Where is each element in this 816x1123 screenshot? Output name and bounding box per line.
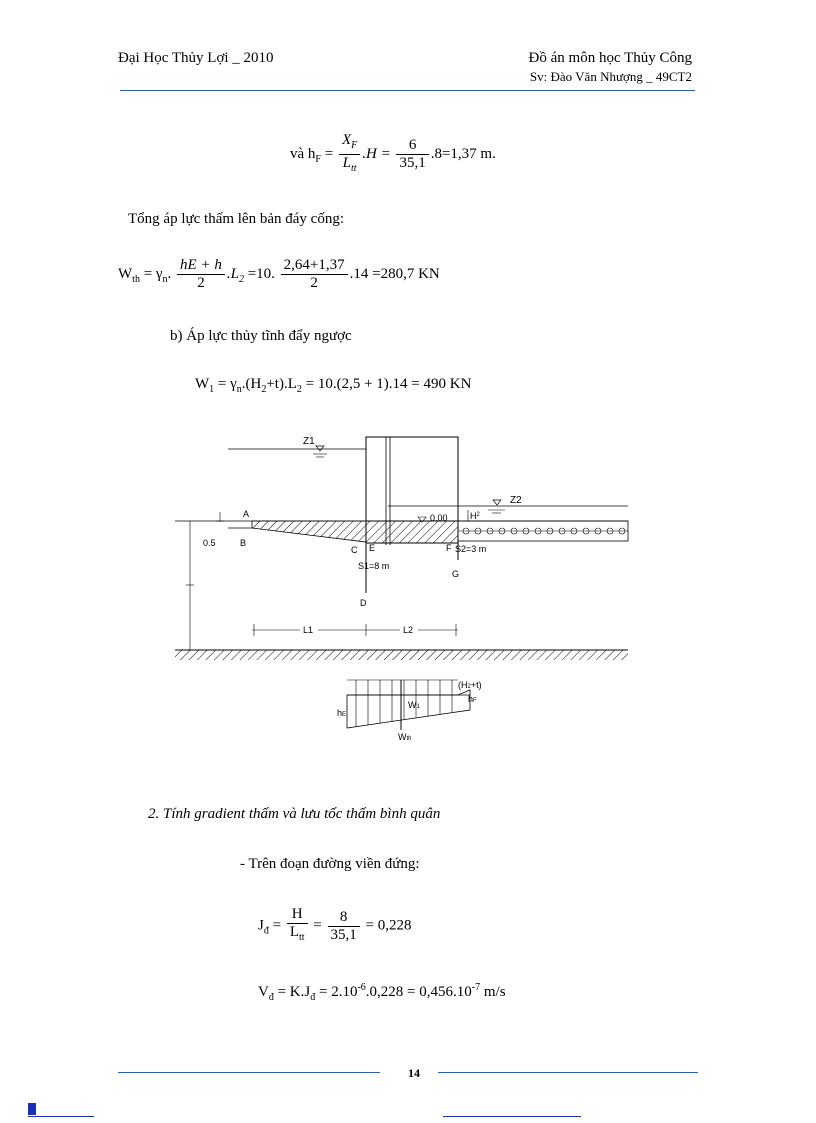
equation-vd: $V_đ = K.J_đ = 2.10^{-6}.0,228 = 0,456.10^{-7}$ m/s: [258, 982, 506, 1003]
label-l1: L1: [303, 625, 314, 635]
water-level-icon: [316, 446, 324, 451]
text-tong-ap-luc: Tổng áp lực thấm lên bản đáy cống:: [128, 211, 344, 227]
equation-hf: và $h_F$ = $\frac{X_F}{L_{tt}}$ .H = $\frac{6}{35,1}$ .8=1,37 m.: [290, 132, 496, 174]
footer-link-left[interactable]: [28, 1116, 94, 1117]
label-w1: W1: [408, 700, 420, 710]
equation-wth: $W_{th} = \gamma_n$. $\frac{hE + h}{2}$ $.L_2 =10$. $\frac{2,64+1,37}{2}$ .14 =280,7 KN: [118, 257, 440, 291]
footer-divider-left: [118, 1072, 380, 1073]
section-b-heading: b) Áp lực thủy tĩnh đẩy ngược: [170, 328, 352, 344]
equation-jd: $J_đ$ = $\frac{H}{L_{tt}}$ = $\frac{8}{35,1}$ = 0,228: [258, 906, 412, 943]
label-l2: L2: [403, 625, 414, 635]
label-wth: Wth: [398, 732, 412, 742]
label-s2: S2=3 m: [455, 544, 487, 554]
header-right-title: Đồ án môn học Thủy Công: [528, 50, 692, 66]
header-right-subtitle: Sv: Đào Văn Nhượng _ 49CT2: [529, 69, 692, 84]
label-g: G: [452, 569, 460, 579]
label-z2: Z2: [510, 495, 522, 506]
label-he: hE: [337, 708, 347, 718]
label-depth-0-5: 0.5: [203, 538, 216, 548]
label-d: D: [360, 598, 367, 608]
label-a: A: [243, 509, 250, 519]
label-b: B: [240, 538, 247, 548]
page-number: 14: [408, 1066, 420, 1080]
footer-link-icon[interactable]: [28, 1103, 36, 1115]
label-h2: $H^2$: [470, 511, 480, 521]
label-s1: S1=8 m: [358, 561, 390, 571]
label-z1: Z1: [303, 436, 315, 447]
label-level-000: 0.00: [430, 513, 448, 523]
bullet-vertical-contour: - Trên đoạn đường viền đứng:: [240, 856, 420, 872]
header-left: Đại Học Thủy Lợi _ 2010: [118, 50, 274, 66]
gate-slab: [366, 521, 458, 543]
upstream-apron: [252, 521, 366, 542]
label-hf: hF: [468, 694, 477, 704]
label-h2-t: (H2+t): [458, 680, 482, 690]
section-2-heading: 2. Tính gradient thấm và lưu tốc thấm bình quân: [148, 806, 441, 822]
label-c: C: [351, 545, 358, 555]
footer-divider-right: [438, 1072, 698, 1073]
footer-link-right[interactable]: [443, 1116, 581, 1117]
label-f: F: [446, 543, 452, 553]
gate-pier: [366, 437, 458, 521]
label-e: E: [369, 543, 376, 553]
equation-w1: $W_1 = \gamma_n.(H_2+t).L_2 = 10.(2,5 + 1).14 = 490$ KN: [195, 376, 472, 395]
